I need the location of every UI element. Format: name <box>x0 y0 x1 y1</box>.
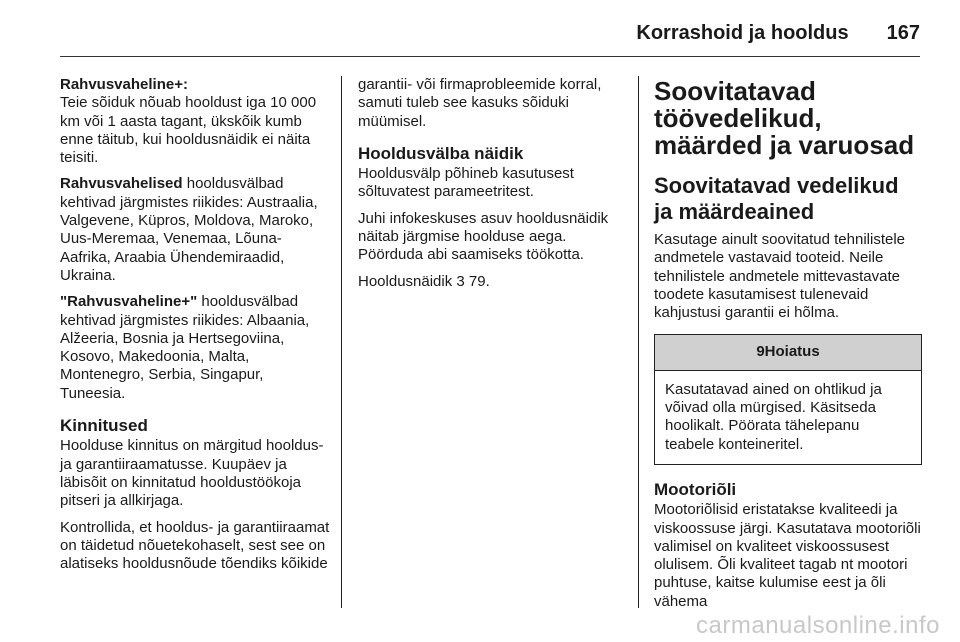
heading-kinnitused: Kinnitused <box>60 416 148 436</box>
term-international-plus: Rahvusvaheline+: <box>60 76 188 93</box>
warning-icon: 9 <box>756 343 765 361</box>
page-ref-link[interactable]: 79. <box>464 272 490 290</box>
page-title: Korrashoid ja hooldus <box>636 22 849 44</box>
page-ref-arrow-icon[interactable]: 3 <box>456 272 465 290</box>
warning-title: Hoiatus <box>764 343 820 361</box>
paragraph-text: Teie sõiduk nõuab hooldust iga 10 000 km või 1 aasta tagant, ükskõik kumb enne täitub, kui hooldusnäidik ei näita teisiti. <box>60 94 317 167</box>
page-header <box>636 22 920 45</box>
watermark: carmanualsonline.info <box>696 612 940 639</box>
heading-hooldusvalba-naidik: Hooldusvälba näidik <box>358 143 524 163</box>
paragraph: Juhi infokeskuses asuv hooldusnäidik näitab järgmise hoolduse aega. Pöörduda abi saamiseks töökotta. <box>358 209 609 264</box>
subsection-heading: Soovitatavad vedelikud ja määrdeained <box>654 173 899 224</box>
paragraph <box>60 293 330 403</box>
paragraph: Kasutage ainult soovitatud tehnilistele andmetele vastavaid tooteid. Neile tehnilistele andmetele mittevastavate toodete kasutamisest tulenevaid kahjustusi garantii ei hõlma. <box>654 231 906 322</box>
column-2 <box>358 76 624 299</box>
paragraph: Kontrollida, et hooldus- ja garantiiraamat on täidetud nõuetekohaselt, sest see on alatiseks hooldusnõude tõendiks kõikide <box>60 518 330 573</box>
paragraph-text: hooldusvälbad kehtivad järgmistes riikides: Albaania, Alžeeria, Bosnia ja Hertsegoviina, Kosovo, Makedoonia, Malta, Montenegro, Serbia, Singapur, Tuneesia. <box>60 293 310 402</box>
heading-mootorioli: Mootoriõli <box>654 479 737 499</box>
page-number: 167 <box>886 22 920 44</box>
paragraph: Mootoriõlisid eristatakse kvaliteedi ja viskoossuse järgi. Kasutatava mootoriõli valimisel on kvaliteet viskoossusest olulisem. Õli kvaliteet tagab nt mootori puhtuse, kaitse kulumise eest ja õli vähema <box>654 501 921 610</box>
paragraph: Hooldusvälp põhineb kasutusest sõltuvatest parameetritest. <box>358 165 574 201</box>
column-divider <box>341 76 342 608</box>
column-1 <box>60 76 330 581</box>
warning-box <box>654 334 922 464</box>
header-rule <box>60 56 920 57</box>
warning-header <box>655 335 921 370</box>
column-3 <box>654 76 922 619</box>
paragraph: Hoolduse kinnitus on märgitud hooldus-ja garantiiraamatusse. Kuupäev ja läbisõit on kinnitatud hooldustöökoja pitseri ja allkirjaga. <box>60 437 324 510</box>
term-international: Rahvusvahelised <box>60 175 183 193</box>
paragraph <box>60 76 330 167</box>
paragraph: garantii- või firmaprobleemide korral, samuti tuleb see kasuks sõiduki müümisel. <box>358 76 602 130</box>
paragraph <box>358 273 624 291</box>
section-heading: Soovitatavad töövedelikud, määrded ja varuosad <box>654 76 915 160</box>
paragraph <box>60 175 330 285</box>
column-divider <box>638 76 639 608</box>
paragraph-text: Hooldusnäidik <box>358 272 453 290</box>
paragraph-text: hooldusvälbad kehtivad järgmistes riikides: Austraalia, Valgevene, Küpros, Moldova, Maroko, Uus-Meremaa, Venemaa, Lõuna-Aafrika, Araabia Ühendemiraadid, Ukraina. <box>60 175 318 284</box>
term-international-plus-quoted: "Rahvusvaheline+" <box>60 293 198 311</box>
warning-text: Kasutatavad ained on ohtlikud ja võivad olla mürgised. Käsitseda hoolikalt. Pöörata tähelepanu teabele konteineritel. <box>665 380 882 453</box>
